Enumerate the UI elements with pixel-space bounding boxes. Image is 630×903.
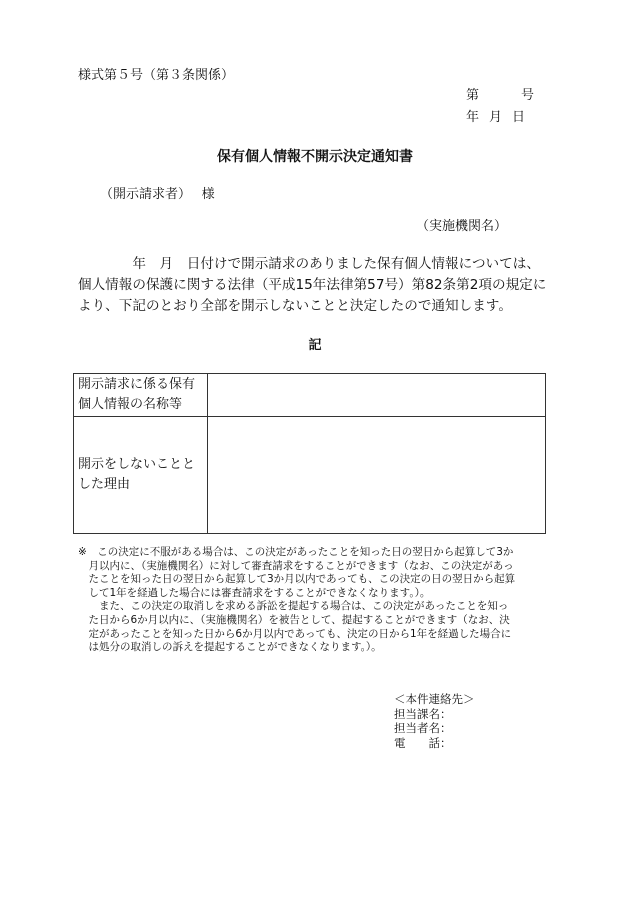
date-day: 日 bbox=[512, 110, 526, 125]
note-line: また、この決定の取消しを求める訴訟を提起する場合は、この決定があったことを知っ bbox=[78, 600, 509, 613]
label-requested-info: 開示請求に係る保有 個人情報の名称等 bbox=[74, 374, 208, 417]
agency-name: （実施機関名） bbox=[416, 219, 508, 234]
contact-person-label: 担当者名： bbox=[394, 721, 452, 735]
note-line: ※ この決定に不服がある場合は、この決定があったことを知った日の翌日から起算して3か bbox=[78, 546, 514, 558]
notice-body bbox=[78, 254, 548, 317]
date-month: 月 bbox=[489, 110, 503, 125]
document-number bbox=[466, 84, 534, 103]
note-line: 定があったことを知った日から6か月以内であっても、決定の日から1年を経過した場合に bbox=[78, 627, 512, 640]
ki-heading: 記 bbox=[308, 338, 322, 353]
body-line: 年 月 日付けで開示請求のありました保有個人情報については、 bbox=[78, 256, 540, 272]
addressee: （開示請求者） 様 bbox=[100, 187, 215, 202]
doc-no-prefix: 第 bbox=[466, 88, 480, 103]
contact-info bbox=[394, 692, 475, 750]
form-number: 様式第５号（第３条関係） bbox=[78, 68, 235, 83]
label-nondisclosure-reason: 開示をしないことと した理由 bbox=[74, 417, 208, 534]
note-line: た日から6か月以内に、（実施機関名）を被告として、提起することができます（なお、決 bbox=[78, 613, 510, 626]
table-row bbox=[74, 417, 546, 534]
contact-phone-label: 電 話： bbox=[394, 735, 452, 750]
body-line: より、下記のとおり全部を開示しないことと決定したので通知します。 bbox=[78, 298, 512, 314]
issue-date bbox=[466, 106, 525, 125]
value-nondisclosure-reason bbox=[208, 417, 546, 534]
note-line: して1年を経過した場合には審査請求をすることができなくなります。）。 bbox=[78, 586, 431, 599]
appeal-notes bbox=[78, 546, 548, 655]
date-year: 年 bbox=[466, 110, 480, 125]
doc-no-suffix: 号 bbox=[521, 88, 535, 103]
note-line: は処分の取消しの訴えを提起することができなくなります。）。 bbox=[78, 641, 382, 654]
note-line: 月以内に、（実施機関名）に対して審査請求をすることができます（なお、この決定があっ bbox=[78, 559, 514, 572]
page-title: 保有個人情報不開示決定通知書 bbox=[217, 149, 413, 165]
detail-table bbox=[73, 373, 546, 534]
contact-section-label: 担当課名： bbox=[394, 706, 452, 721]
value-requested-info bbox=[208, 374, 546, 417]
contact-heading: ＜本件連絡先＞ bbox=[394, 692, 475, 706]
note-line: たことを知った日の翌日から起算して3か月以内であっても、この決定の日の翌日から起算 bbox=[78, 573, 516, 586]
table-row bbox=[74, 374, 546, 417]
body-line: 個人情報の保護に関する法律（平成15年法律第57号）第82条第2項の規定に bbox=[78, 277, 547, 293]
